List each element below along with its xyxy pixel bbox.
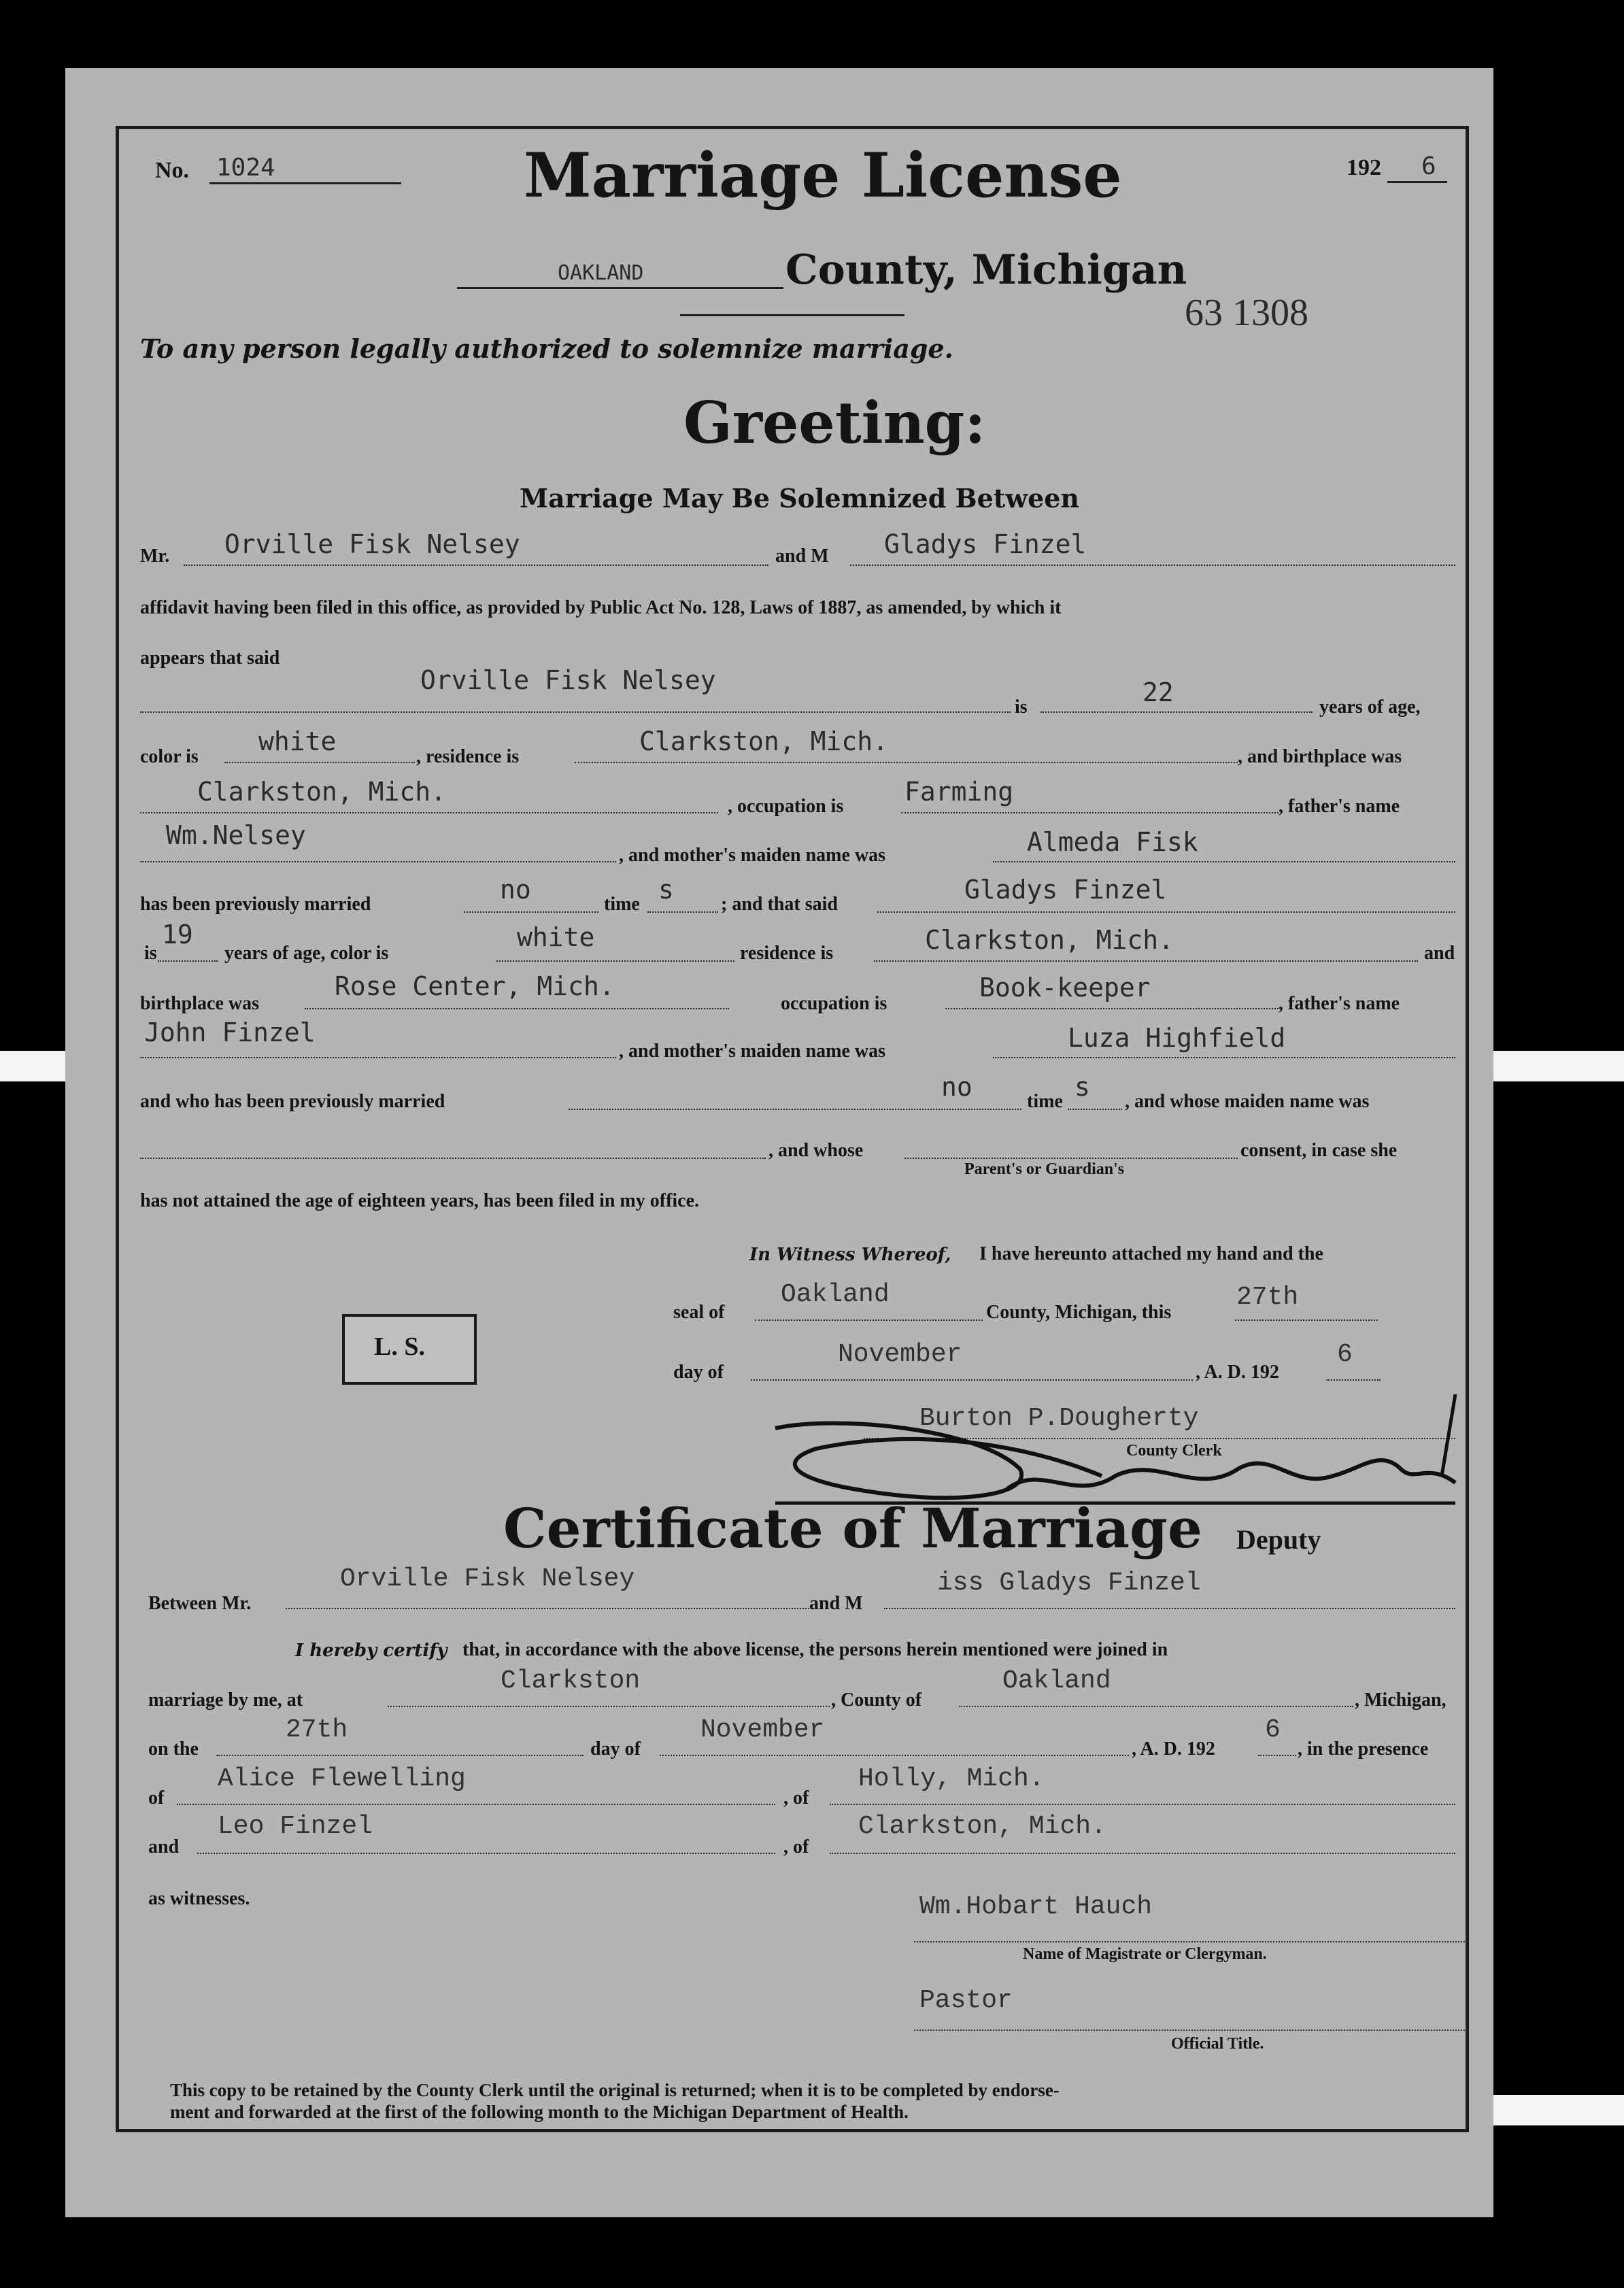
groom-color: white — [258, 726, 337, 756]
cert-groom-name: Orville Fisk Nelsey — [340, 1564, 635, 1594]
county-line — [457, 287, 783, 289]
cert-month: November — [700, 1715, 825, 1745]
day-of-label: day of — [673, 1362, 724, 1383]
official-title: Pastor — [919, 1986, 1013, 2015]
cert-year-line — [1258, 1755, 1296, 1756]
groom-birthplace-line — [140, 812, 718, 813]
cert-place-line — [388, 1706, 830, 1707]
not-attained-text: has not attained the age of eighteen years, has been filed in my office. — [140, 1190, 700, 1211]
mothers-maiden-label-2: , and mother's maiden name was — [619, 1041, 886, 1062]
maiden-name-line — [140, 1158, 766, 1159]
bride-prev-married: no — [941, 1072, 972, 1102]
cert-and-m-label: and M — [809, 1593, 863, 1614]
groom-residence-line — [575, 762, 1238, 763]
seal-county: Oakland — [781, 1280, 890, 1309]
groom-age: 22 — [1143, 677, 1174, 707]
county-name: OAKLAND — [558, 261, 644, 285]
residence-is-label-2: residence is — [740, 943, 834, 964]
witness2-place: Clarkston, Mich. — [858, 1812, 1106, 1841]
michigan-label: , Michigan, — [1355, 1689, 1447, 1711]
license-number-line — [209, 182, 401, 184]
county-clerk-name: Burton P.Dougherty — [919, 1404, 1199, 1433]
and-that-said-label: ; and that said — [721, 894, 838, 915]
parent-guardian-label: Parent's or Guardian's — [964, 1160, 1125, 1178]
bride-residence-line — [874, 960, 1418, 962]
bride-birthplace: Rose Center, Mich. — [335, 971, 615, 1001]
cert-year-digit: 6 — [1265, 1715, 1281, 1745]
seal-day: 27th — [1236, 1283, 1299, 1312]
groom-prev-married: no — [500, 875, 531, 905]
bride-father-line — [140, 1057, 616, 1058]
bride-prev-married-line — [569, 1109, 1021, 1110]
seal-ls-label: L. S. — [374, 1332, 425, 1361]
bride-name-line — [850, 565, 1455, 566]
is-label: is — [1015, 696, 1028, 718]
groom-name-2: Orville Fisk Nelsey — [420, 665, 716, 695]
cert-bride-name: iss Gladys Finzel — [937, 1568, 1201, 1598]
official-title-label: Official Title. — [1171, 2035, 1264, 2053]
of-label: of — [148, 1787, 165, 1808]
bride-mother-line — [993, 1057, 1455, 1058]
fathers-name-label-2: , father's name — [1279, 993, 1400, 1014]
groom-father: Wm.Nelsey — [166, 820, 306, 850]
bride-mother: Luza Highfield — [1068, 1023, 1286, 1053]
seal-month: November — [838, 1340, 962, 1369]
witness2-place-line — [830, 1853, 1455, 1854]
county-underline — [680, 314, 904, 316]
bride-color-line — [496, 960, 734, 962]
county-michigan-this-label: County, Michigan, this — [986, 1302, 1172, 1323]
bride-age-line — [158, 960, 218, 962]
footer-line1: This copy to be retained by the County Clerk until the original is returned; when it is to be completed by endorse- — [170, 2080, 1060, 2100]
seal-year-digit: 6 — [1337, 1340, 1353, 1369]
salutation: To any person legally authorized to solemnize marriage. — [140, 333, 953, 364]
time-label: time — [604, 894, 640, 915]
officiant-label: Name of Magistrate or Clergyman. — [1023, 1945, 1267, 1963]
is-label-2: is — [144, 943, 157, 964]
in-presence-label: , in the presence — [1298, 1738, 1429, 1760]
bride-name: Gladys Finzel — [884, 529, 1087, 559]
county-clerk-label: County Clerk — [1126, 1442, 1222, 1460]
of-label-2: , of — [783, 1787, 809, 1808]
bride-residence: Clarkston, Mich. — [925, 925, 1174, 955]
appears-text: appears that said — [140, 647, 280, 669]
bride-name-2-line — [877, 911, 1455, 913]
as-witnesses-label: as witnesses. — [148, 1888, 250, 1909]
seal-year-line — [1326, 1379, 1381, 1381]
groom-mother: Almeda Fisk — [1027, 827, 1198, 857]
year-prefix: 192 — [1347, 155, 1381, 180]
occupation-is-label-2: occupation is — [781, 993, 887, 1014]
of-label-3: , of — [783, 1836, 809, 1857]
witness-lead: In Witness Whereof, — [749, 1245, 951, 1265]
and-label: and — [1424, 943, 1455, 964]
bride-birthplace-line — [305, 1008, 729, 1009]
whose-maiden-label: , and whose maiden name was — [1125, 1091, 1370, 1112]
witness-text: I have hereunto attached my hand and the — [979, 1243, 1323, 1264]
bride-name-2: Gladys Finzel — [964, 875, 1167, 905]
marriage-by-me-label: marriage by me, at — [148, 1689, 303, 1711]
certify-lead: I hereby certify — [295, 1641, 447, 1661]
who-prev-married-label: and who has been previously married — [140, 1091, 445, 1112]
cert-ad-label: , A. D. 192 — [1132, 1738, 1215, 1760]
witness1-place-line — [830, 1804, 1455, 1805]
license-number: 1024 — [216, 154, 275, 182]
bride-occupation-line — [945, 1008, 1279, 1009]
years-color-label: years of age, color is — [224, 943, 389, 964]
groom-mother-line — [993, 861, 1455, 862]
witness2-name: Leo Finzel — [218, 1812, 373, 1841]
groom-prev-married-line — [464, 911, 598, 913]
document-title: Marriage License — [524, 139, 1122, 212]
cert-day-line — [216, 1755, 583, 1756]
year-line — [1387, 181, 1447, 183]
officiant-line — [914, 1941, 1465, 1942]
cert-month-line — [660, 1755, 1129, 1756]
groom-father-line — [140, 861, 616, 862]
seal-of-label: seal of — [673, 1302, 725, 1323]
film-edge-mark — [1493, 2095, 1624, 2125]
film-edge-mark — [1493, 1051, 1624, 1081]
year-digit: 6 — [1421, 152, 1436, 180]
license-number-label: No. — [155, 158, 190, 183]
file-number: 63 1308 — [1185, 292, 1308, 334]
witness1-place: Holly, Mich. — [858, 1764, 1045, 1794]
consent-line — [904, 1158, 1238, 1159]
witness2-name-line — [197, 1853, 775, 1854]
cert-bride-line — [884, 1608, 1455, 1609]
prev-married-label: has been previously married — [140, 894, 371, 915]
time-label-2: time — [1027, 1091, 1063, 1112]
greeting: Greeting: — [683, 389, 986, 456]
color-is-label: color is — [140, 746, 199, 767]
bride-color: white — [517, 922, 595, 952]
and-m-label: and M — [775, 545, 829, 567]
seal-ad-label: , A. D. 192 — [1196, 1362, 1279, 1383]
certificate-title: Certificate of Marriage — [503, 1496, 1202, 1560]
time-suffix: s — [658, 875, 674, 905]
county-label: County, Michigan — [785, 246, 1187, 294]
official-title-line — [914, 2030, 1465, 2031]
cert-groom-line — [286, 1608, 809, 1609]
bride-occupation: Book-keeper — [979, 973, 1151, 1003]
cert-place: Clarkston — [501, 1666, 641, 1696]
footer-line2: ment and forwarded at the first of the following month to the Michigan Department of Health. — [170, 2102, 909, 2122]
deputy-label: Deputy — [1236, 1524, 1321, 1555]
cert-county: Oakland — [1002, 1666, 1111, 1696]
and-label-2: and — [148, 1836, 180, 1857]
groom-birthplace: Clarkston, Mich. — [197, 777, 447, 807]
county-of-label: , County of — [831, 1689, 922, 1711]
birthplace-was-label: , and birthplace was — [1238, 746, 1402, 767]
cert-day-of-label: day of — [590, 1738, 641, 1760]
subtitle: Marriage May Be Solemnized Between — [520, 483, 1080, 514]
groom-name: Orville Fisk Nelsey — [224, 529, 520, 559]
occupation-is-label: , occupation is — [728, 796, 844, 817]
between-mr-label: Between Mr. — [148, 1593, 252, 1614]
film-edge-mark — [0, 1051, 65, 1081]
seal-month-line — [751, 1379, 1193, 1381]
consent-label: consent, in case she — [1240, 1140, 1398, 1161]
groom-name-line — [184, 565, 768, 566]
witness1-name: Alice Flewelling — [218, 1764, 466, 1794]
fathers-name-label: , father's name — [1279, 796, 1400, 817]
groom-name-2-line — [140, 711, 1011, 713]
bride-father: John Finzel — [144, 1017, 316, 1047]
bride-age: 19 — [162, 920, 193, 949]
groom-occupation-line — [901, 812, 1279, 813]
birthplace-was-label-2: birthplace was — [140, 993, 259, 1014]
mr-label: Mr. — [140, 545, 170, 567]
seal-county-line — [755, 1319, 983, 1321]
certify-text: that, in accordance with the above license, the persons herein mentioned were joined in — [462, 1639, 1168, 1660]
officiant-name: Wm.Hobart Hauch — [919, 1892, 1153, 1921]
time-suffix-line — [647, 911, 718, 913]
cert-county-line — [959, 1706, 1353, 1707]
groom-residence: Clarkston, Mich. — [639, 726, 889, 756]
groom-occupation: Farming — [904, 777, 1014, 807]
cert-day: 27th — [286, 1715, 348, 1745]
and-whose-label: , and whose — [768, 1140, 864, 1161]
mothers-maiden-label: , and mother's maiden name was — [619, 845, 886, 866]
on-the-label: on the — [148, 1738, 199, 1760]
time-suffix-2-line — [1068, 1109, 1122, 1110]
affidavit-text: affidavit having been filed in this office, as provided by Public Act No. 128, Laws of 1887, as amended, by which it — [140, 597, 1062, 618]
groom-color-line — [224, 762, 415, 763]
time-suffix-2: s — [1075, 1072, 1090, 1102]
witness1-name-line — [177, 1804, 775, 1805]
residence-is-label: , residence is — [416, 746, 520, 767]
seal-day-line — [1235, 1319, 1378, 1321]
groom-age-line — [1041, 711, 1313, 713]
years-of-age-label: years of age, — [1319, 696, 1421, 718]
